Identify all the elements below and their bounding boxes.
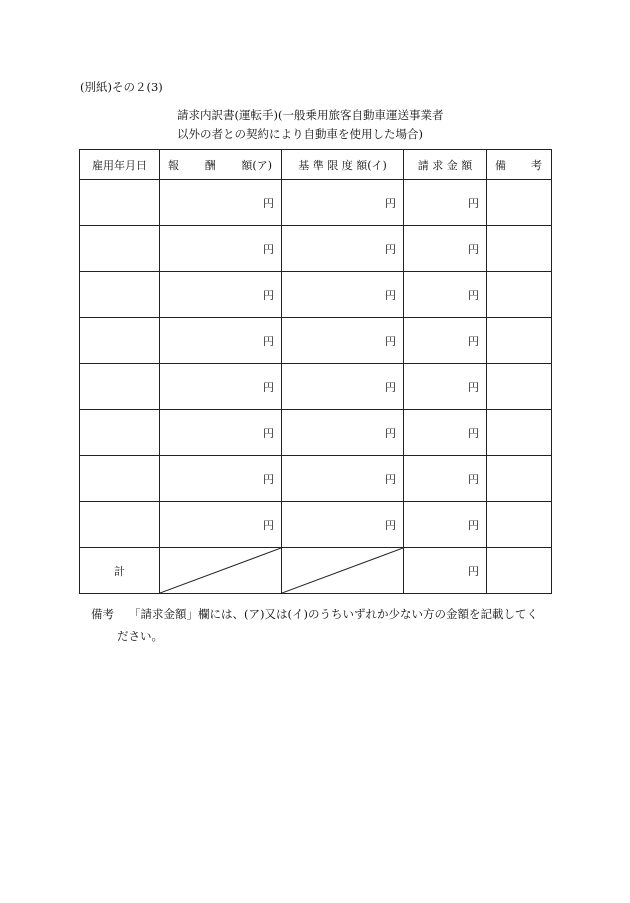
table-header-row [80,150,552,180]
page-label: (別紙)その２(3) [80,80,163,94]
total-row [80,548,552,594]
total-limit-crossed-cell [282,548,404,594]
reward-cell[interactable]: 円 [160,318,282,364]
limit-cell[interactable]: 円 [282,180,404,226]
title-line-2: 以外の者との契約により自動車を使用した場合) [177,127,423,141]
remarks-note [91,603,551,647]
reward-cell[interactable]: 円 [160,456,282,502]
note-line-1: 「請求金額」欄には、(ア)又は(イ)のうちいずれか少ない方の金額を記載してく [129,607,538,621]
header-standard-limit: 基 準 限 度 額(イ) [282,150,404,180]
header-reward-char-3: 額(ア) [241,158,272,172]
reward-cell[interactable]: 円 [160,180,282,226]
header-employment-date: 雇用年月日 [80,150,160,180]
document-title [177,106,443,144]
date-cell[interactable] [80,180,160,226]
notes-cell[interactable] [487,272,552,318]
notes-cell[interactable] [487,502,552,548]
date-cell[interactable] [80,502,160,548]
claim-cell[interactable]: 円 [404,502,487,548]
table-row [80,318,552,364]
claim-breakdown-table [79,149,552,594]
header-reward-char-1: 報 [168,158,179,172]
claim-cell[interactable]: 円 [404,180,487,226]
header-notes-char-1: 備 [495,158,506,172]
limit-cell[interactable]: 円 [282,318,404,364]
notes-cell[interactable] [487,456,552,502]
notes-cell[interactable] [487,318,552,364]
notes-cell[interactable] [487,410,552,456]
diagonal-strike [282,548,403,593]
header-notes-char-2: 考 [531,158,542,172]
table-row [80,456,552,502]
note-label: 備考 [91,607,114,621]
limit-cell[interactable]: 円 [282,364,404,410]
date-cell[interactable] [80,364,160,410]
diagonal-strike [160,548,281,593]
total-reward-crossed-cell [160,548,282,594]
reward-cell[interactable]: 円 [160,502,282,548]
limit-cell[interactable]: 円 [282,272,404,318]
claim-cell[interactable]: 円 [404,272,487,318]
limit-cell[interactable]: 円 [282,226,404,272]
date-cell[interactable] [80,272,160,318]
table-row [80,226,552,272]
table-row [80,364,552,410]
limit-cell[interactable]: 円 [282,410,404,456]
date-cell[interactable] [80,318,160,364]
notes-cell[interactable] [487,180,552,226]
note-line-2: ださい。 [117,629,163,643]
claim-cell[interactable]: 円 [404,410,487,456]
claim-cell[interactable]: 円 [404,456,487,502]
reward-cell[interactable]: 円 [160,364,282,410]
table-row [80,502,552,548]
reward-cell[interactable]: 円 [160,272,282,318]
header-notes [487,150,552,180]
title-line-1: 請求内訳書(運転手)(一般乗用旅客自動車運送事業者 [177,108,444,122]
date-cell[interactable] [80,226,160,272]
limit-cell[interactable]: 円 [282,502,404,548]
total-notes-cell[interactable] [487,548,552,594]
claim-cell[interactable]: 円 [404,364,487,410]
notes-cell[interactable] [487,226,552,272]
header-reward-amount [160,150,282,180]
reward-cell[interactable]: 円 [160,226,282,272]
table-row [80,410,552,456]
notes-cell[interactable] [487,364,552,410]
table-row [80,272,552,318]
limit-cell[interactable]: 円 [282,456,404,502]
date-cell[interactable] [80,410,160,456]
total-claim-cell[interactable]: 円 [404,548,487,594]
header-reward-char-2: 酬 [204,158,216,172]
total-label: 計 [80,548,160,594]
date-cell[interactable] [80,456,160,502]
header-claim-amount: 請 求 金 額 [404,150,487,180]
claim-cell[interactable]: 円 [404,226,487,272]
reward-cell[interactable]: 円 [160,410,282,456]
claim-cell[interactable]: 円 [404,318,487,364]
table-row [80,180,552,226]
